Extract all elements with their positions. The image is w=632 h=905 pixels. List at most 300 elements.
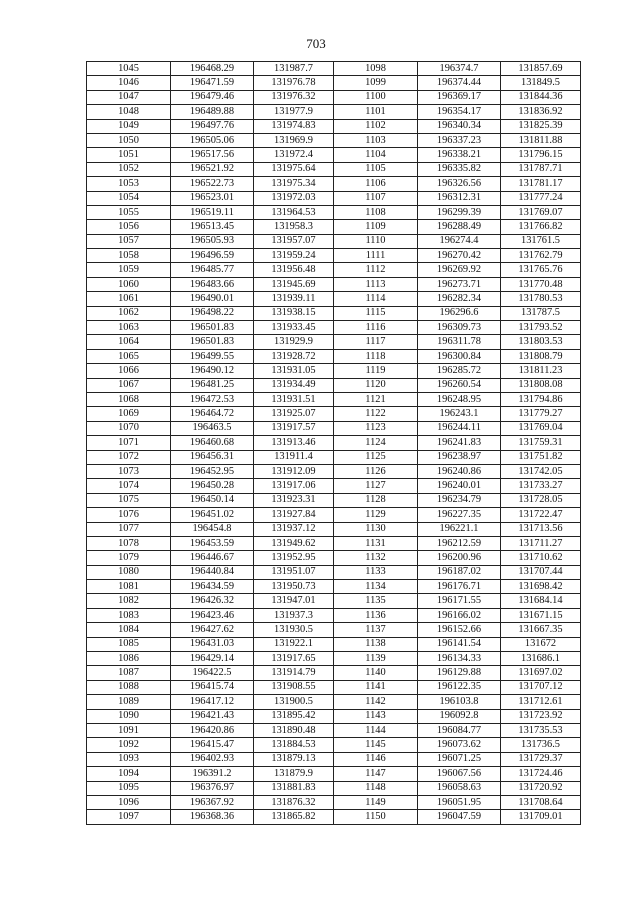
left-y-coordinate-cell: 131912.09 — [254, 464, 334, 478]
left-point-number-cell: 1049 — [87, 119, 171, 133]
right-point-number-cell: 1127 — [334, 479, 418, 493]
right-point-number-cell: 1143 — [334, 709, 418, 723]
left-y-coordinate-cell: 131972.4 — [254, 148, 334, 162]
left-x-coordinate-cell: 196468.29 — [171, 62, 254, 76]
right-point-number-cell: 1133 — [334, 565, 418, 579]
table-row — [87, 580, 581, 594]
right-y-coordinate-cell: 131849.5 — [501, 76, 581, 90]
right-point-number-cell: 1120 — [334, 378, 418, 392]
right-point-number-cell: 1121 — [334, 392, 418, 406]
left-x-coordinate-cell: 196489.88 — [171, 105, 254, 119]
left-y-coordinate-cell: 131934.49 — [254, 378, 334, 392]
left-y-coordinate-cell: 131977.9 — [254, 105, 334, 119]
left-y-coordinate-cell: 131881.83 — [254, 781, 334, 795]
left-y-coordinate-cell: 131879.13 — [254, 752, 334, 766]
right-point-number-cell: 1114 — [334, 292, 418, 306]
left-x-coordinate-cell: 196496.59 — [171, 249, 254, 263]
right-point-number-cell: 1110 — [334, 234, 418, 248]
right-y-coordinate-cell: 131708.64 — [501, 795, 581, 809]
right-y-coordinate-cell: 131697.02 — [501, 666, 581, 680]
right-x-coordinate-cell: 196309.73 — [418, 321, 501, 335]
left-y-coordinate-cell: 131952.95 — [254, 551, 334, 565]
right-point-number-cell: 1146 — [334, 752, 418, 766]
right-x-coordinate-cell: 196273.71 — [418, 277, 501, 291]
right-point-number-cell: 1128 — [334, 493, 418, 507]
table-row — [87, 191, 581, 205]
right-y-coordinate-cell: 131796.15 — [501, 148, 581, 162]
table-row — [87, 177, 581, 191]
right-y-coordinate-cell: 131787.5 — [501, 306, 581, 320]
left-y-coordinate-cell: 131908.55 — [254, 680, 334, 694]
right-y-coordinate-cell: 131735.53 — [501, 723, 581, 737]
right-x-coordinate-cell: 196221.1 — [418, 522, 501, 536]
table-row — [87, 752, 581, 766]
left-y-coordinate-cell: 131937.3 — [254, 608, 334, 622]
left-x-coordinate-cell: 196501.83 — [171, 321, 254, 335]
left-y-coordinate-cell: 131957.07 — [254, 234, 334, 248]
left-point-number-cell: 1095 — [87, 781, 171, 795]
left-point-number-cell: 1072 — [87, 450, 171, 464]
right-x-coordinate-cell: 196337.23 — [418, 133, 501, 147]
left-y-coordinate-cell: 131949.62 — [254, 536, 334, 550]
right-y-coordinate-cell: 131686.1 — [501, 652, 581, 666]
left-x-coordinate-cell: 196523.01 — [171, 191, 254, 205]
left-point-number-cell: 1092 — [87, 738, 171, 752]
left-x-coordinate-cell: 196464.72 — [171, 407, 254, 421]
left-y-coordinate-cell: 131876.32 — [254, 795, 334, 809]
right-x-coordinate-cell: 196285.72 — [418, 364, 501, 378]
left-point-number-cell: 1045 — [87, 62, 171, 76]
table-row — [87, 795, 581, 809]
table-row — [87, 263, 581, 277]
right-point-number-cell: 1111 — [334, 249, 418, 263]
right-x-coordinate-cell: 196051.95 — [418, 795, 501, 809]
right-point-number-cell: 1104 — [334, 148, 418, 162]
right-y-coordinate-cell: 131803.53 — [501, 335, 581, 349]
right-y-coordinate-cell: 131709.01 — [501, 810, 581, 824]
left-y-coordinate-cell: 131972.03 — [254, 191, 334, 205]
table-row — [87, 680, 581, 694]
table-row — [87, 522, 581, 536]
right-point-number-cell: 1102 — [334, 119, 418, 133]
right-y-coordinate-cell: 131742.05 — [501, 464, 581, 478]
left-x-coordinate-cell: 196456.31 — [171, 450, 254, 464]
left-y-coordinate-cell: 131914.79 — [254, 666, 334, 680]
left-y-coordinate-cell: 131976.32 — [254, 90, 334, 104]
right-x-coordinate-cell: 196340.34 — [418, 119, 501, 133]
right-x-coordinate-cell: 196071.25 — [418, 752, 501, 766]
table-row — [87, 306, 581, 320]
right-point-number-cell: 1149 — [334, 795, 418, 809]
left-point-number-cell: 1093 — [87, 752, 171, 766]
right-x-coordinate-cell: 196296.6 — [418, 306, 501, 320]
right-y-coordinate-cell: 131769.07 — [501, 205, 581, 219]
table-row — [87, 62, 581, 76]
right-y-coordinate-cell: 131811.23 — [501, 364, 581, 378]
left-point-number-cell: 1090 — [87, 709, 171, 723]
table-row — [87, 767, 581, 781]
left-x-coordinate-cell: 196463.5 — [171, 421, 254, 435]
right-x-coordinate-cell: 196212.59 — [418, 536, 501, 550]
left-y-coordinate-cell: 131928.72 — [254, 349, 334, 363]
right-x-coordinate-cell: 196312.31 — [418, 191, 501, 205]
right-x-coordinate-cell: 196067.56 — [418, 767, 501, 781]
table-row — [87, 551, 581, 565]
right-y-coordinate-cell: 131707.12 — [501, 680, 581, 694]
left-point-number-cell: 1075 — [87, 493, 171, 507]
right-point-number-cell: 1137 — [334, 623, 418, 637]
right-x-coordinate-cell: 196171.55 — [418, 594, 501, 608]
left-x-coordinate-cell: 196415.74 — [171, 680, 254, 694]
right-y-coordinate-cell: 131759.31 — [501, 436, 581, 450]
right-x-coordinate-cell: 196248.95 — [418, 392, 501, 406]
right-point-number-cell: 1131 — [334, 536, 418, 550]
right-x-coordinate-cell: 196084.77 — [418, 723, 501, 737]
left-x-coordinate-cell: 196522.73 — [171, 177, 254, 191]
left-point-number-cell: 1047 — [87, 90, 171, 104]
right-y-coordinate-cell: 131672 — [501, 637, 581, 651]
right-x-coordinate-cell: 196092.8 — [418, 709, 501, 723]
left-x-coordinate-cell: 196367.92 — [171, 795, 254, 809]
table-row — [87, 608, 581, 622]
right-y-coordinate-cell: 131770.48 — [501, 277, 581, 291]
left-y-coordinate-cell: 131959.24 — [254, 249, 334, 263]
left-point-number-cell: 1068 — [87, 392, 171, 406]
right-point-number-cell: 1101 — [334, 105, 418, 119]
left-y-coordinate-cell: 131937.12 — [254, 522, 334, 536]
left-x-coordinate-cell: 196434.59 — [171, 580, 254, 594]
left-point-number-cell: 1089 — [87, 695, 171, 709]
right-x-coordinate-cell: 196122.35 — [418, 680, 501, 694]
right-y-coordinate-cell: 131825.39 — [501, 119, 581, 133]
left-point-number-cell: 1082 — [87, 594, 171, 608]
left-point-number-cell: 1064 — [87, 335, 171, 349]
table-row — [87, 637, 581, 651]
right-point-number-cell: 1123 — [334, 421, 418, 435]
table-row — [87, 321, 581, 335]
table-row — [87, 436, 581, 450]
right-point-number-cell: 1103 — [334, 133, 418, 147]
left-point-number-cell: 1070 — [87, 421, 171, 435]
right-x-coordinate-cell: 196176.71 — [418, 580, 501, 594]
left-y-coordinate-cell: 131931.05 — [254, 364, 334, 378]
table-row — [87, 162, 581, 176]
left-point-number-cell: 1081 — [87, 580, 171, 594]
table-row — [87, 133, 581, 147]
right-x-coordinate-cell: 196244.11 — [418, 421, 501, 435]
table-row — [87, 695, 581, 709]
right-point-number-cell: 1136 — [334, 608, 418, 622]
right-point-number-cell: 1125 — [334, 450, 418, 464]
left-point-number-cell: 1061 — [87, 292, 171, 306]
left-y-coordinate-cell: 131923.31 — [254, 493, 334, 507]
right-point-number-cell: 1113 — [334, 277, 418, 291]
table-row — [87, 464, 581, 478]
table-row — [87, 723, 581, 737]
left-x-coordinate-cell: 196440.84 — [171, 565, 254, 579]
right-point-number-cell: 1105 — [334, 162, 418, 176]
table-row — [87, 90, 581, 104]
right-y-coordinate-cell: 131766.82 — [501, 220, 581, 234]
left-x-coordinate-cell: 196505.93 — [171, 234, 254, 248]
left-y-coordinate-cell: 131917.57 — [254, 421, 334, 435]
table-row — [87, 119, 581, 133]
right-y-coordinate-cell: 131765.76 — [501, 263, 581, 277]
right-y-coordinate-cell: 131751.82 — [501, 450, 581, 464]
right-y-coordinate-cell: 131836.92 — [501, 105, 581, 119]
left-point-number-cell: 1063 — [87, 321, 171, 335]
right-point-number-cell: 1098 — [334, 62, 418, 76]
right-y-coordinate-cell: 131844.36 — [501, 90, 581, 104]
right-y-coordinate-cell: 131667.35 — [501, 623, 581, 637]
left-point-number-cell: 1085 — [87, 637, 171, 651]
left-y-coordinate-cell: 131911.4 — [254, 450, 334, 464]
left-y-coordinate-cell: 131865.82 — [254, 810, 334, 824]
right-point-number-cell: 1119 — [334, 364, 418, 378]
left-point-number-cell: 1083 — [87, 608, 171, 622]
right-x-coordinate-cell: 196274.4 — [418, 234, 501, 248]
right-y-coordinate-cell: 131698.42 — [501, 580, 581, 594]
table-row — [87, 781, 581, 795]
right-x-coordinate-cell: 196073.62 — [418, 738, 501, 752]
right-y-coordinate-cell: 131671.15 — [501, 608, 581, 622]
left-point-number-cell: 1087 — [87, 666, 171, 680]
table-row — [87, 105, 581, 119]
left-x-coordinate-cell: 196490.01 — [171, 292, 254, 306]
left-y-coordinate-cell: 131958.3 — [254, 220, 334, 234]
right-x-coordinate-cell: 196234.79 — [418, 493, 501, 507]
left-x-coordinate-cell: 196431.03 — [171, 637, 254, 651]
right-y-coordinate-cell: 131722.47 — [501, 508, 581, 522]
table-row — [87, 738, 581, 752]
table-row — [87, 292, 581, 306]
right-x-coordinate-cell: 196200.96 — [418, 551, 501, 565]
left-x-coordinate-cell: 196481.25 — [171, 378, 254, 392]
left-y-coordinate-cell: 131945.69 — [254, 277, 334, 291]
right-x-coordinate-cell: 196374.7 — [418, 62, 501, 76]
right-y-coordinate-cell: 131793.52 — [501, 321, 581, 335]
left-y-coordinate-cell: 131933.45 — [254, 321, 334, 335]
right-point-number-cell: 1107 — [334, 191, 418, 205]
right-y-coordinate-cell: 131808.08 — [501, 378, 581, 392]
right-x-coordinate-cell: 196227.35 — [418, 508, 501, 522]
right-point-number-cell: 1126 — [334, 464, 418, 478]
table-row — [87, 709, 581, 723]
right-point-number-cell: 1145 — [334, 738, 418, 752]
left-y-coordinate-cell: 131975.64 — [254, 162, 334, 176]
left-x-coordinate-cell: 196450.28 — [171, 479, 254, 493]
left-point-number-cell: 1079 — [87, 551, 171, 565]
right-x-coordinate-cell: 196134.33 — [418, 652, 501, 666]
left-x-coordinate-cell: 196451.02 — [171, 508, 254, 522]
left-point-number-cell: 1051 — [87, 148, 171, 162]
right-point-number-cell: 1130 — [334, 522, 418, 536]
left-point-number-cell: 1086 — [87, 652, 171, 666]
left-x-coordinate-cell: 196505.06 — [171, 133, 254, 147]
left-x-coordinate-cell: 196460.68 — [171, 436, 254, 450]
right-point-number-cell: 1112 — [334, 263, 418, 277]
right-point-number-cell: 1122 — [334, 407, 418, 421]
right-point-number-cell: 1100 — [334, 90, 418, 104]
left-x-coordinate-cell: 196368.36 — [171, 810, 254, 824]
right-y-coordinate-cell: 131761.5 — [501, 234, 581, 248]
left-y-coordinate-cell: 131900.5 — [254, 695, 334, 709]
left-x-coordinate-cell: 196417.12 — [171, 695, 254, 709]
right-x-coordinate-cell: 196369.17 — [418, 90, 501, 104]
right-x-coordinate-cell: 196058.63 — [418, 781, 501, 795]
right-point-number-cell: 1132 — [334, 551, 418, 565]
right-y-coordinate-cell: 131707.44 — [501, 565, 581, 579]
right-x-coordinate-cell: 196238.97 — [418, 450, 501, 464]
right-point-number-cell: 1148 — [334, 781, 418, 795]
right-y-coordinate-cell: 131779.27 — [501, 407, 581, 421]
right-y-coordinate-cell: 131794.86 — [501, 392, 581, 406]
left-y-coordinate-cell: 131930.5 — [254, 623, 334, 637]
left-point-number-cell: 1057 — [87, 234, 171, 248]
table-row — [87, 479, 581, 493]
left-point-number-cell: 1053 — [87, 177, 171, 191]
left-y-coordinate-cell: 131925.07 — [254, 407, 334, 421]
left-point-number-cell: 1096 — [87, 795, 171, 809]
left-x-coordinate-cell: 196415.47 — [171, 738, 254, 752]
right-y-coordinate-cell: 131720.92 — [501, 781, 581, 795]
left-point-number-cell: 1066 — [87, 364, 171, 378]
right-x-coordinate-cell: 196166.02 — [418, 608, 501, 622]
right-y-coordinate-cell: 131711.27 — [501, 536, 581, 550]
right-point-number-cell: 1140 — [334, 666, 418, 680]
right-point-number-cell: 1115 — [334, 306, 418, 320]
left-x-coordinate-cell: 196517.56 — [171, 148, 254, 162]
left-point-number-cell: 1050 — [87, 133, 171, 147]
left-point-number-cell: 1076 — [87, 508, 171, 522]
table-row — [87, 536, 581, 550]
table-row — [87, 810, 581, 824]
left-y-coordinate-cell: 131969.9 — [254, 133, 334, 147]
right-point-number-cell: 1106 — [334, 177, 418, 191]
right-y-coordinate-cell: 131808.79 — [501, 349, 581, 363]
right-y-coordinate-cell: 131857.69 — [501, 62, 581, 76]
table-row — [87, 76, 581, 90]
right-point-number-cell: 1141 — [334, 680, 418, 694]
left-y-coordinate-cell: 131987.7 — [254, 62, 334, 76]
right-point-number-cell: 1108 — [334, 205, 418, 219]
table-row — [87, 277, 581, 291]
left-point-number-cell: 1048 — [87, 105, 171, 119]
left-x-coordinate-cell: 196499.55 — [171, 349, 254, 363]
right-x-coordinate-cell: 196300.84 — [418, 349, 501, 363]
right-x-coordinate-cell: 196326.56 — [418, 177, 501, 191]
table-row — [87, 205, 581, 219]
right-point-number-cell: 1109 — [334, 220, 418, 234]
left-x-coordinate-cell: 196471.59 — [171, 76, 254, 90]
left-point-number-cell: 1059 — [87, 263, 171, 277]
table-row — [87, 378, 581, 392]
right-x-coordinate-cell: 196260.54 — [418, 378, 501, 392]
right-x-coordinate-cell: 196103.8 — [418, 695, 501, 709]
right-x-coordinate-cell: 196241.83 — [418, 436, 501, 450]
left-point-number-cell: 1067 — [87, 378, 171, 392]
right-x-coordinate-cell: 196240.01 — [418, 479, 501, 493]
left-x-coordinate-cell: 196391.2 — [171, 767, 254, 781]
right-y-coordinate-cell: 131724.46 — [501, 767, 581, 781]
right-point-number-cell: 1142 — [334, 695, 418, 709]
left-y-coordinate-cell: 131947.01 — [254, 594, 334, 608]
right-y-coordinate-cell: 131728.05 — [501, 493, 581, 507]
right-x-coordinate-cell: 196269.92 — [418, 263, 501, 277]
table-row — [87, 364, 581, 378]
left-x-coordinate-cell: 196376.97 — [171, 781, 254, 795]
left-point-number-cell: 1058 — [87, 249, 171, 263]
left-x-coordinate-cell: 196420.86 — [171, 723, 254, 737]
right-x-coordinate-cell: 196282.34 — [418, 292, 501, 306]
table-row — [87, 421, 581, 435]
left-x-coordinate-cell: 196452.95 — [171, 464, 254, 478]
right-point-number-cell: 1116 — [334, 321, 418, 335]
right-x-coordinate-cell: 196129.88 — [418, 666, 501, 680]
left-y-coordinate-cell: 131879.9 — [254, 767, 334, 781]
left-x-coordinate-cell: 196422.5 — [171, 666, 254, 680]
table-row — [87, 493, 581, 507]
right-point-number-cell: 1129 — [334, 508, 418, 522]
left-point-number-cell: 1094 — [87, 767, 171, 781]
right-y-coordinate-cell: 131733.27 — [501, 479, 581, 493]
table-row — [87, 666, 581, 680]
left-point-number-cell: 1060 — [87, 277, 171, 291]
left-y-coordinate-cell: 131951.07 — [254, 565, 334, 579]
left-y-coordinate-cell: 131917.06 — [254, 479, 334, 493]
left-y-coordinate-cell: 131927.84 — [254, 508, 334, 522]
left-y-coordinate-cell: 131929.9 — [254, 335, 334, 349]
table-row — [87, 148, 581, 162]
right-point-number-cell: 1135 — [334, 594, 418, 608]
table-row — [87, 508, 581, 522]
left-point-number-cell: 1055 — [87, 205, 171, 219]
right-y-coordinate-cell: 131712.61 — [501, 695, 581, 709]
left-point-number-cell: 1084 — [87, 623, 171, 637]
right-point-number-cell: 1117 — [334, 335, 418, 349]
table-row — [87, 450, 581, 464]
left-x-coordinate-cell: 196402.93 — [171, 752, 254, 766]
left-x-coordinate-cell: 196485.77 — [171, 263, 254, 277]
right-x-coordinate-cell: 196338.21 — [418, 148, 501, 162]
right-x-coordinate-cell: 196243.1 — [418, 407, 501, 421]
right-x-coordinate-cell: 196354.17 — [418, 105, 501, 119]
left-x-coordinate-cell: 196519.11 — [171, 205, 254, 219]
right-y-coordinate-cell: 131723.92 — [501, 709, 581, 723]
left-point-number-cell: 1073 — [87, 464, 171, 478]
left-y-coordinate-cell: 131974.83 — [254, 119, 334, 133]
right-y-coordinate-cell: 131684.14 — [501, 594, 581, 608]
left-y-coordinate-cell: 131890.48 — [254, 723, 334, 737]
right-point-number-cell: 1138 — [334, 637, 418, 651]
right-y-coordinate-cell: 131762.79 — [501, 249, 581, 263]
right-y-coordinate-cell: 131736.5 — [501, 738, 581, 752]
left-point-number-cell: 1069 — [87, 407, 171, 421]
right-y-coordinate-cell: 131769.04 — [501, 421, 581, 435]
table-row — [87, 220, 581, 234]
left-x-coordinate-cell: 196454.8 — [171, 522, 254, 536]
right-y-coordinate-cell: 131811.88 — [501, 133, 581, 147]
left-x-coordinate-cell: 196479.46 — [171, 90, 254, 104]
right-x-coordinate-cell: 196240.86 — [418, 464, 501, 478]
right-x-coordinate-cell: 196187.02 — [418, 565, 501, 579]
left-point-number-cell: 1071 — [87, 436, 171, 450]
left-x-coordinate-cell: 196501.83 — [171, 335, 254, 349]
right-point-number-cell: 1139 — [334, 652, 418, 666]
right-point-number-cell: 1147 — [334, 767, 418, 781]
table-row — [87, 565, 581, 579]
left-x-coordinate-cell: 196450.14 — [171, 493, 254, 507]
